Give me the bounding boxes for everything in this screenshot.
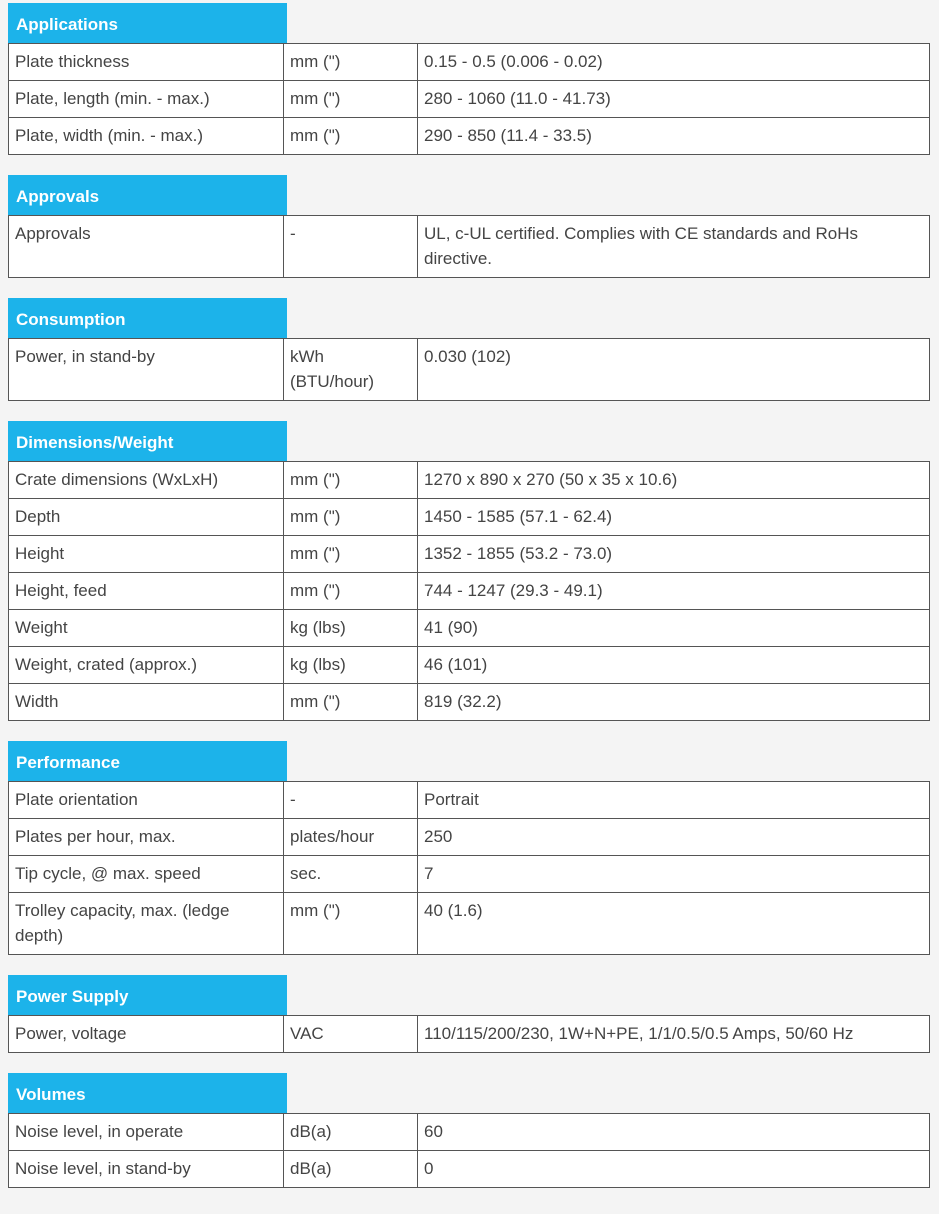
spec-value-cell: 280 - 1060 (11.0 - 41.73) xyxy=(418,81,930,118)
spec-value-cell: 40 (1.6) xyxy=(418,893,930,955)
table-row xyxy=(9,1016,930,1053)
table-row xyxy=(9,819,930,856)
table-row xyxy=(9,1114,930,1151)
table-row xyxy=(9,647,930,684)
table-row xyxy=(9,893,930,955)
spec-value-cell: 744 - 1247 (29.3 - 49.1) xyxy=(418,573,930,610)
spec-name-cell: Power, in stand-by xyxy=(9,339,284,401)
spec-section xyxy=(8,741,930,955)
spec-unit-cell: mm (") xyxy=(284,573,418,610)
table-row xyxy=(9,610,930,647)
spec-unit-cell: kWh (BTU/hour) xyxy=(284,339,418,401)
table-row xyxy=(9,782,930,819)
spec-value-cell: 0.030 (102) xyxy=(418,339,930,401)
spec-section xyxy=(8,175,930,278)
spec-unit-cell: VAC xyxy=(284,1016,418,1053)
spec-unit-cell: dB(a) xyxy=(284,1151,418,1188)
spec-unit-cell: dB(a) xyxy=(284,1114,418,1151)
spec-unit-cell: sec. xyxy=(284,856,418,893)
spec-value-cell: 7 xyxy=(418,856,930,893)
table-row xyxy=(9,216,930,278)
section-header: Dimensions/Weight xyxy=(8,421,287,461)
spec-value-cell: 0 xyxy=(418,1151,930,1188)
spec-value-cell: 1352 - 1855 (53.2 - 73.0) xyxy=(418,536,930,573)
spec-value-cell: 1450 - 1585 (57.1 - 62.4) xyxy=(418,499,930,536)
spec-value-cell: 110/115/200/230, 1W+N+PE, 1/1/0.5/0.5 Amps, 50/60 Hz xyxy=(418,1016,930,1053)
spec-name-cell: Crate dimensions (WxLxH) xyxy=(9,462,284,499)
section-header: Performance xyxy=(8,741,287,781)
spec-table xyxy=(8,461,930,721)
spec-unit-cell: kg (lbs) xyxy=(284,647,418,684)
table-row xyxy=(9,339,930,401)
spec-name-cell: Depth xyxy=(9,499,284,536)
section-header: Applications xyxy=(8,3,287,43)
spec-name-cell: Weight xyxy=(9,610,284,647)
section-header: Volumes xyxy=(8,1073,287,1113)
table-row xyxy=(9,1151,930,1188)
spec-name-cell: Plate orientation xyxy=(9,782,284,819)
spec-section xyxy=(8,975,930,1053)
table-row xyxy=(9,44,930,81)
table-row xyxy=(9,462,930,499)
table-row xyxy=(9,573,930,610)
spec-unit-cell: mm (") xyxy=(284,44,418,81)
spec-value-cell: 60 xyxy=(418,1114,930,1151)
spec-section xyxy=(8,3,930,155)
spec-value-cell: 250 xyxy=(418,819,930,856)
spec-name-cell: Plate thickness xyxy=(9,44,284,81)
spec-section xyxy=(8,298,930,401)
spec-value-cell: 819 (32.2) xyxy=(418,684,930,721)
spec-table xyxy=(8,781,930,955)
spec-section xyxy=(8,421,930,721)
spec-value-cell: 0.15 - 0.5 (0.006 - 0.02) xyxy=(418,44,930,81)
table-row xyxy=(9,118,930,155)
spec-value-cell: UL, c-UL certified. Complies with CE standards and RoHs directive. xyxy=(418,216,930,278)
spec-unit-cell: mm (") xyxy=(284,499,418,536)
table-row xyxy=(9,684,930,721)
table-row xyxy=(9,499,930,536)
spec-unit-cell: mm (") xyxy=(284,536,418,573)
table-row xyxy=(9,81,930,118)
spec-name-cell: Weight, crated (approx.) xyxy=(9,647,284,684)
spec-name-cell: Trolley capacity, max. (ledge depth) xyxy=(9,893,284,955)
table-row xyxy=(9,536,930,573)
spec-table xyxy=(8,1015,930,1053)
section-header: Power Supply xyxy=(8,975,287,1015)
spec-name-cell: Approvals xyxy=(9,216,284,278)
spec-table xyxy=(8,338,930,401)
spec-unit-cell: mm (") xyxy=(284,893,418,955)
spec-unit-cell: - xyxy=(284,782,418,819)
spec-name-cell: Plates per hour, max. xyxy=(9,819,284,856)
spec-table xyxy=(8,43,930,155)
spec-section xyxy=(8,1073,930,1188)
spec-name-cell: Noise level, in stand-by xyxy=(9,1151,284,1188)
spec-unit-cell: mm (") xyxy=(284,118,418,155)
spec-value-cell: Portrait xyxy=(418,782,930,819)
spec-name-cell: Height xyxy=(9,536,284,573)
spec-value-cell: 46 (101) xyxy=(418,647,930,684)
spec-unit-cell: - xyxy=(284,216,418,278)
spec-unit-cell: mm (") xyxy=(284,462,418,499)
section-header: Consumption xyxy=(8,298,287,338)
spec-name-cell: Plate, width (min. - max.) xyxy=(9,118,284,155)
spec-table xyxy=(8,215,930,278)
spec-value-cell: 290 - 850 (11.4 - 33.5) xyxy=(418,118,930,155)
spec-name-cell: Power, voltage xyxy=(9,1016,284,1053)
spec-name-cell: Width xyxy=(9,684,284,721)
spec-table xyxy=(8,1113,930,1188)
spec-unit-cell: mm (") xyxy=(284,81,418,118)
spec-unit-cell: kg (lbs) xyxy=(284,610,418,647)
table-row xyxy=(9,856,930,893)
spec-name-cell: Tip cycle, @ max. speed xyxy=(9,856,284,893)
spec-unit-cell: mm (") xyxy=(284,684,418,721)
spec-value-cell: 41 (90) xyxy=(418,610,930,647)
spec-name-cell: Noise level, in operate xyxy=(9,1114,284,1151)
spec-name-cell: Height, feed xyxy=(9,573,284,610)
section-header: Approvals xyxy=(8,175,287,215)
spec-value-cell: 1270 x 890 x 270 (50 x 35 x 10.6) xyxy=(418,462,930,499)
spec-unit-cell: plates/hour xyxy=(284,819,418,856)
spec-name-cell: Plate, length (min. - max.) xyxy=(9,81,284,118)
